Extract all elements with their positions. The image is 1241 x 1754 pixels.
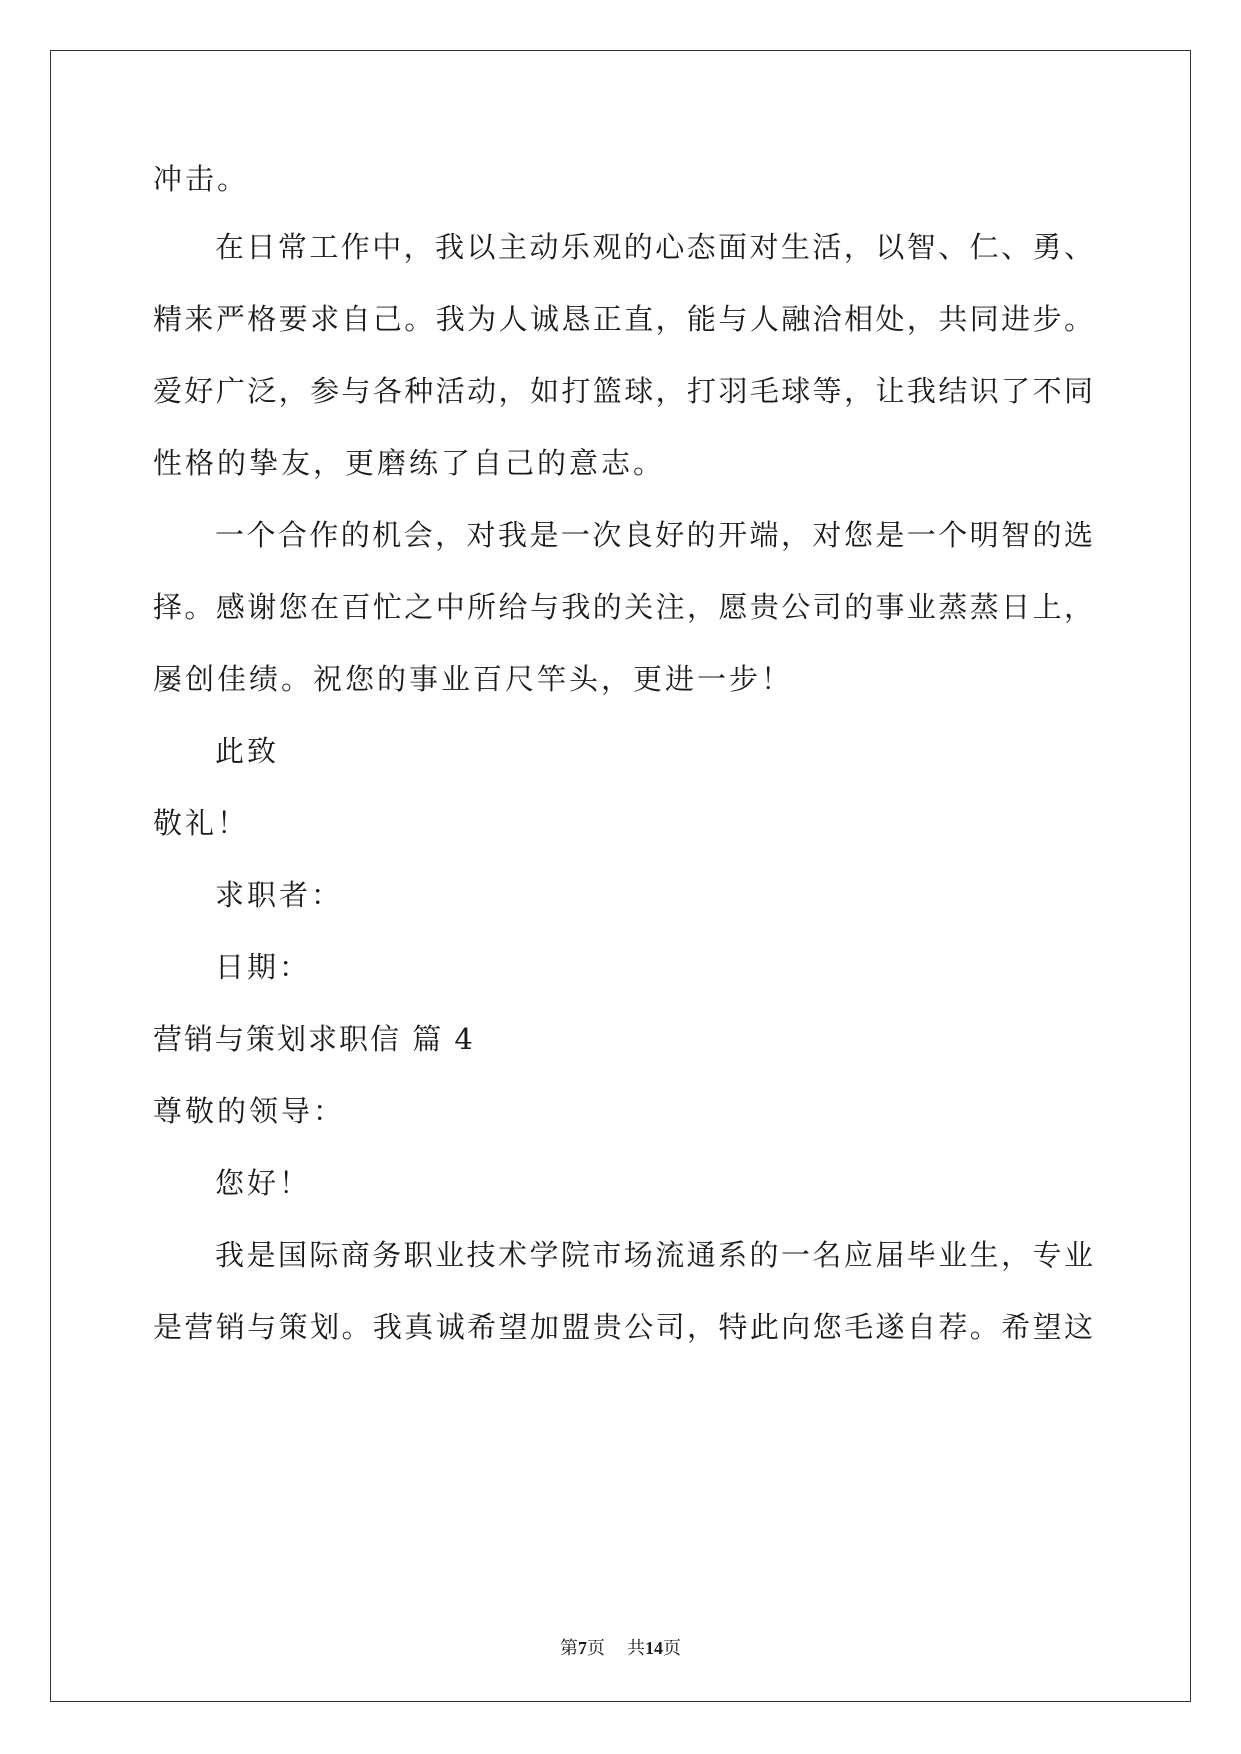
page-footer [0, 1634, 1241, 1660]
page-border [50, 50, 1191, 1702]
text-line: 性格的挚友，更磨练了自己的意志。 [153, 446, 666, 480]
page-number-total: 14 [645, 1638, 663, 1658]
salutation-closing: 敬礼！ [153, 806, 250, 840]
page-number-prefix: 第 [560, 1638, 578, 1659]
text-line: 是营销与策划。我真诚希望加盟贵公司，特此向您毛遂自荐。希望这 [153, 1310, 1093, 1344]
page-total-prefix: 共 [627, 1638, 645, 1659]
paragraph-line: 一个合作的机会，对我是一次良好的开端，对您是一个明智的选 [215, 518, 1093, 552]
applicant-label: 求职者： [215, 878, 344, 912]
greeting-recipient: 尊敬的领导： [153, 1094, 346, 1128]
closing-phrase: 此致 [215, 734, 280, 768]
text-line: 择。感谢您在百忙之中所给与我的关注，愿贵公司的事业蒸蒸日上， [153, 590, 1093, 624]
text-line: 冲击。 [153, 162, 250, 196]
page-number-current: 7 [578, 1638, 587, 1658]
page-number-suffix: 页 [587, 1638, 605, 1659]
greeting: 您好！ [215, 1166, 312, 1200]
text-line: 屡创佳绩。祝您的事业百尺竿头，更进一步！ [153, 662, 794, 696]
paragraph-line: 我是国际商务职业技术学院市场流通系的一名应届毕业生，专业 [215, 1238, 1093, 1272]
date-label: 日期： [215, 950, 312, 984]
paragraph-line: 在日常工作中，我以主动乐观的心态面对生活，以智、仁、勇、 [215, 230, 1093, 264]
page-total-suffix: 页 [663, 1638, 681, 1659]
section-heading: 营销与策划求职信 篇 4 [153, 1022, 475, 1056]
text-line: 爱好广泛，参与各种活动，如打篮球，打羽毛球等，让我结识了不同 [153, 374, 1093, 408]
text-line: 精来严格要求自己。我为人诚恳正直，能与人融洽相处，共同进步。 [153, 302, 1093, 336]
